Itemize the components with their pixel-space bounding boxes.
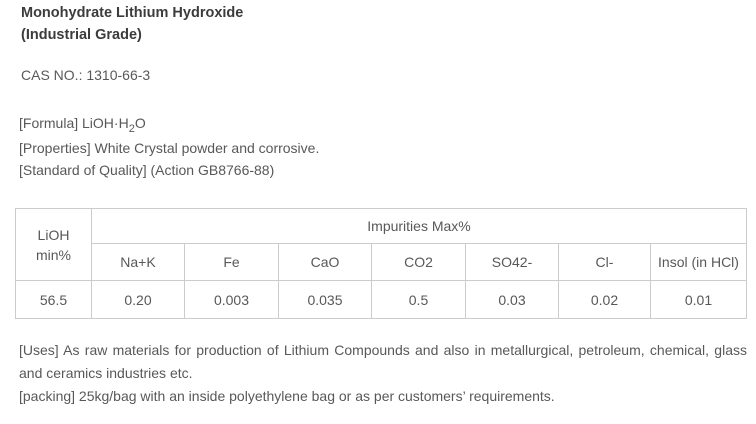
table-header-na-k: Na+K [92, 244, 185, 281]
table-header-fe: Fe [185, 244, 279, 281]
formula-subscript: 2 [128, 122, 135, 135]
table-value-row [16, 281, 747, 319]
table-value-insol: 0.01 [651, 281, 747, 319]
impurities-table [15, 208, 747, 319]
formula-suffix: O [134, 115, 146, 131]
table-value-na-k: 0.20 [92, 281, 185, 319]
corner-line-1: LiOH [37, 226, 70, 243]
table-value-so42: 0.03 [466, 281, 559, 319]
cas-number-line: CAS NO.: 1310-66-3 [21, 67, 151, 83]
table-header-co2: CO2 [372, 244, 466, 281]
formula-line [19, 112, 756, 134]
title-line-2: (Industrial Grade) [21, 27, 142, 43]
table-header-cao: CaO [279, 244, 372, 281]
table-header-so42: SO42- [466, 244, 559, 281]
document-title [21, 0, 756, 46]
table-header-insol: Insol (in HCl) [651, 244, 747, 281]
uses-paragraph: [Uses] As raw materials for production of Lithium Compounds and also in metallurgical, petroleum, chemical, glass and ceramics industries etc. [19, 342, 747, 381]
table-value-cao: 0.035 [279, 281, 372, 319]
table-value-lioh: 56.5 [16, 281, 92, 319]
title-line-1: Monohydrate Lithium Hydroxide [21, 5, 244, 21]
table-header-cl: Cl- [559, 244, 651, 281]
corner-line-2: min% [35, 246, 71, 263]
table-corner-cell-lioh-min [16, 209, 92, 281]
properties-line: [Properties] White Crystal powder and corrosive. [19, 140, 320, 156]
table-header-row [16, 244, 747, 281]
packing-paragraph: [packing] 25kg/bag with an inside polyethylene bag or as per customers’ requirements. [19, 388, 555, 404]
standard-of-quality-line: [Standard of Quality] (Action GB8766-88) [19, 162, 275, 178]
table-group-header-impurities: Impurities Max% [92, 209, 747, 244]
table-value-co2: 0.5 [372, 281, 466, 319]
table-value-cl: 0.02 [559, 281, 651, 319]
formula-prefix: [Formula] LiOH·H [19, 115, 129, 131]
table-value-fe: 0.003 [185, 281, 279, 319]
